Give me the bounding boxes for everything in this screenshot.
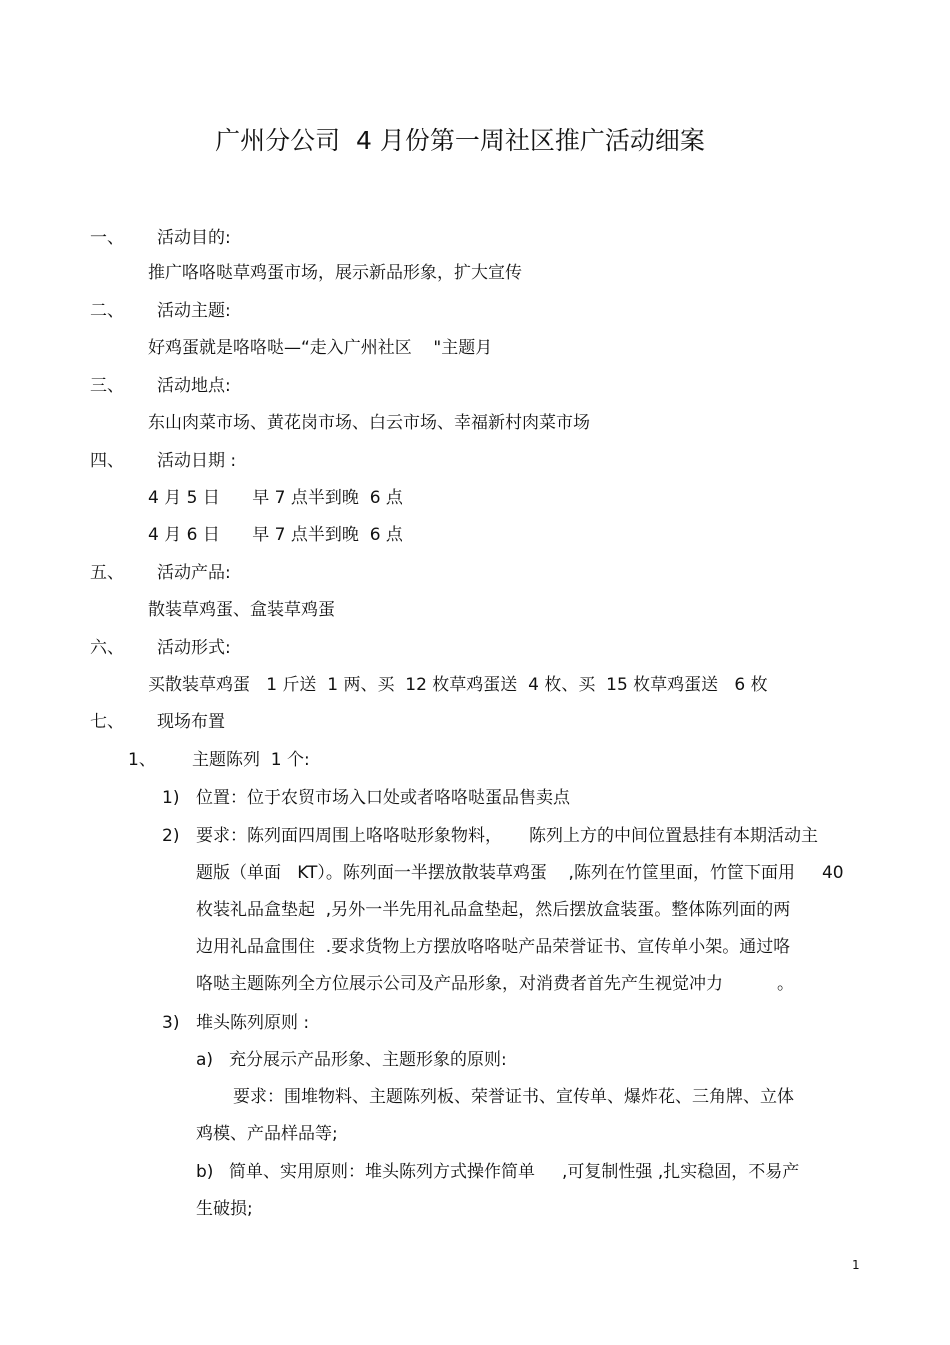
item-line: 咯哒主题陈列全方位展示公司及产品形象，对消费者首先产生视觉冲力 。 <box>196 974 795 994</box>
item-text: 位置：位于农贸市场入口处或者咯咯哒蛋品售卖点 <box>196 788 570 808</box>
page-number: 1 <box>852 1258 860 1272</box>
item-number: 2) <box>162 826 180 846</box>
section-heading: 活动目的: <box>157 228 231 248</box>
item-line: 边用礼品盒围住 .要求货物上方摆放咯咯哒产品荣誉证书、宣传单小架。通过咯 <box>196 937 791 957</box>
item-number: 3) <box>162 1013 180 1033</box>
subsection-number: 1、 <box>128 750 156 770</box>
section-body: 4 月 5 日 早 7 点半到晚 6 点 <box>148 488 403 508</box>
section-heading: 活动地点: <box>157 376 231 396</box>
section-number: 四、 <box>90 451 124 471</box>
subitem-line: 生破损; <box>196 1199 253 1219</box>
item-line: 枚装礼品盒垫起 ,另外一半先用礼品盒垫起，然后摆放盒装蛋。整体陈列面的两 <box>196 900 791 920</box>
section-body: 买散装草鸡蛋 1 斤送 1 两、买 12 枚草鸡蛋送 4 枚、买 15 枚草鸡蛋送 6 枚 <box>148 675 768 695</box>
subitem-text: 简单、实用原则：堆头陈列方式操作简单 ,可复制性强 ,扎实稳固，不易产 <box>229 1162 800 1182</box>
subitem-line: 要求：围堆物料、主题陈列板、荣誉证书、宣传单、爆炸花、三角牌、立体 <box>233 1087 794 1107</box>
section-heading: 活动产品: <box>157 563 231 583</box>
section-body: 推广咯咯哒草鸡蛋市场，展示新品形象，扩大宣传 <box>148 263 522 283</box>
section-heading: 活动主题: <box>157 301 231 321</box>
subitem-number: b) <box>196 1162 214 1182</box>
item-number: 1) <box>162 788 180 808</box>
item-line: 题版（单面 KT）。陈列面一半摆放散装草鸡蛋 ,陈列在竹筐里面，竹筐下面用 40 <box>196 863 844 883</box>
section-number: 六、 <box>90 638 124 658</box>
section-heading: 活动形式: <box>157 638 231 658</box>
subitem-line: 鸡模、产品样品等; <box>196 1124 338 1144</box>
page-title: 广州分公司 4 月份第一周社区推广活动细案 <box>215 126 705 155</box>
section-body: 4 月 6 日 早 7 点半到晚 6 点 <box>148 525 403 545</box>
section-number: 五、 <box>90 563 124 583</box>
section-number: 七、 <box>90 712 124 732</box>
section-heading: 现场布置 <box>157 712 225 732</box>
item-line: 要求：陈列面四周围上咯咯哒形象物料， 陈列上方的中间位置悬挂有本期活动主 <box>196 826 819 846</box>
subitem-text: 充分展示产品形象、主题形象的原则: <box>229 1050 507 1070</box>
section-body: 散装草鸡蛋、盒装草鸡蛋 <box>148 600 335 620</box>
subitem-number: a) <box>196 1050 214 1070</box>
section-body: 东山肉菜市场、黄花岗市场、白云市场、幸福新村肉菜市场 <box>148 413 590 433</box>
section-number: 三、 <box>90 376 124 396</box>
section-number: 二、 <box>90 301 124 321</box>
section-body: 好鸡蛋就是咯咯哒—“走入广州社区 "主题月 <box>148 338 493 358</box>
section-number: 一、 <box>90 228 124 248</box>
item-text: 堆头陈列原则 : <box>196 1013 310 1033</box>
section-heading: 活动日期 : <box>157 451 237 471</box>
subsection-heading: 主题陈列 1 个: <box>192 750 310 770</box>
